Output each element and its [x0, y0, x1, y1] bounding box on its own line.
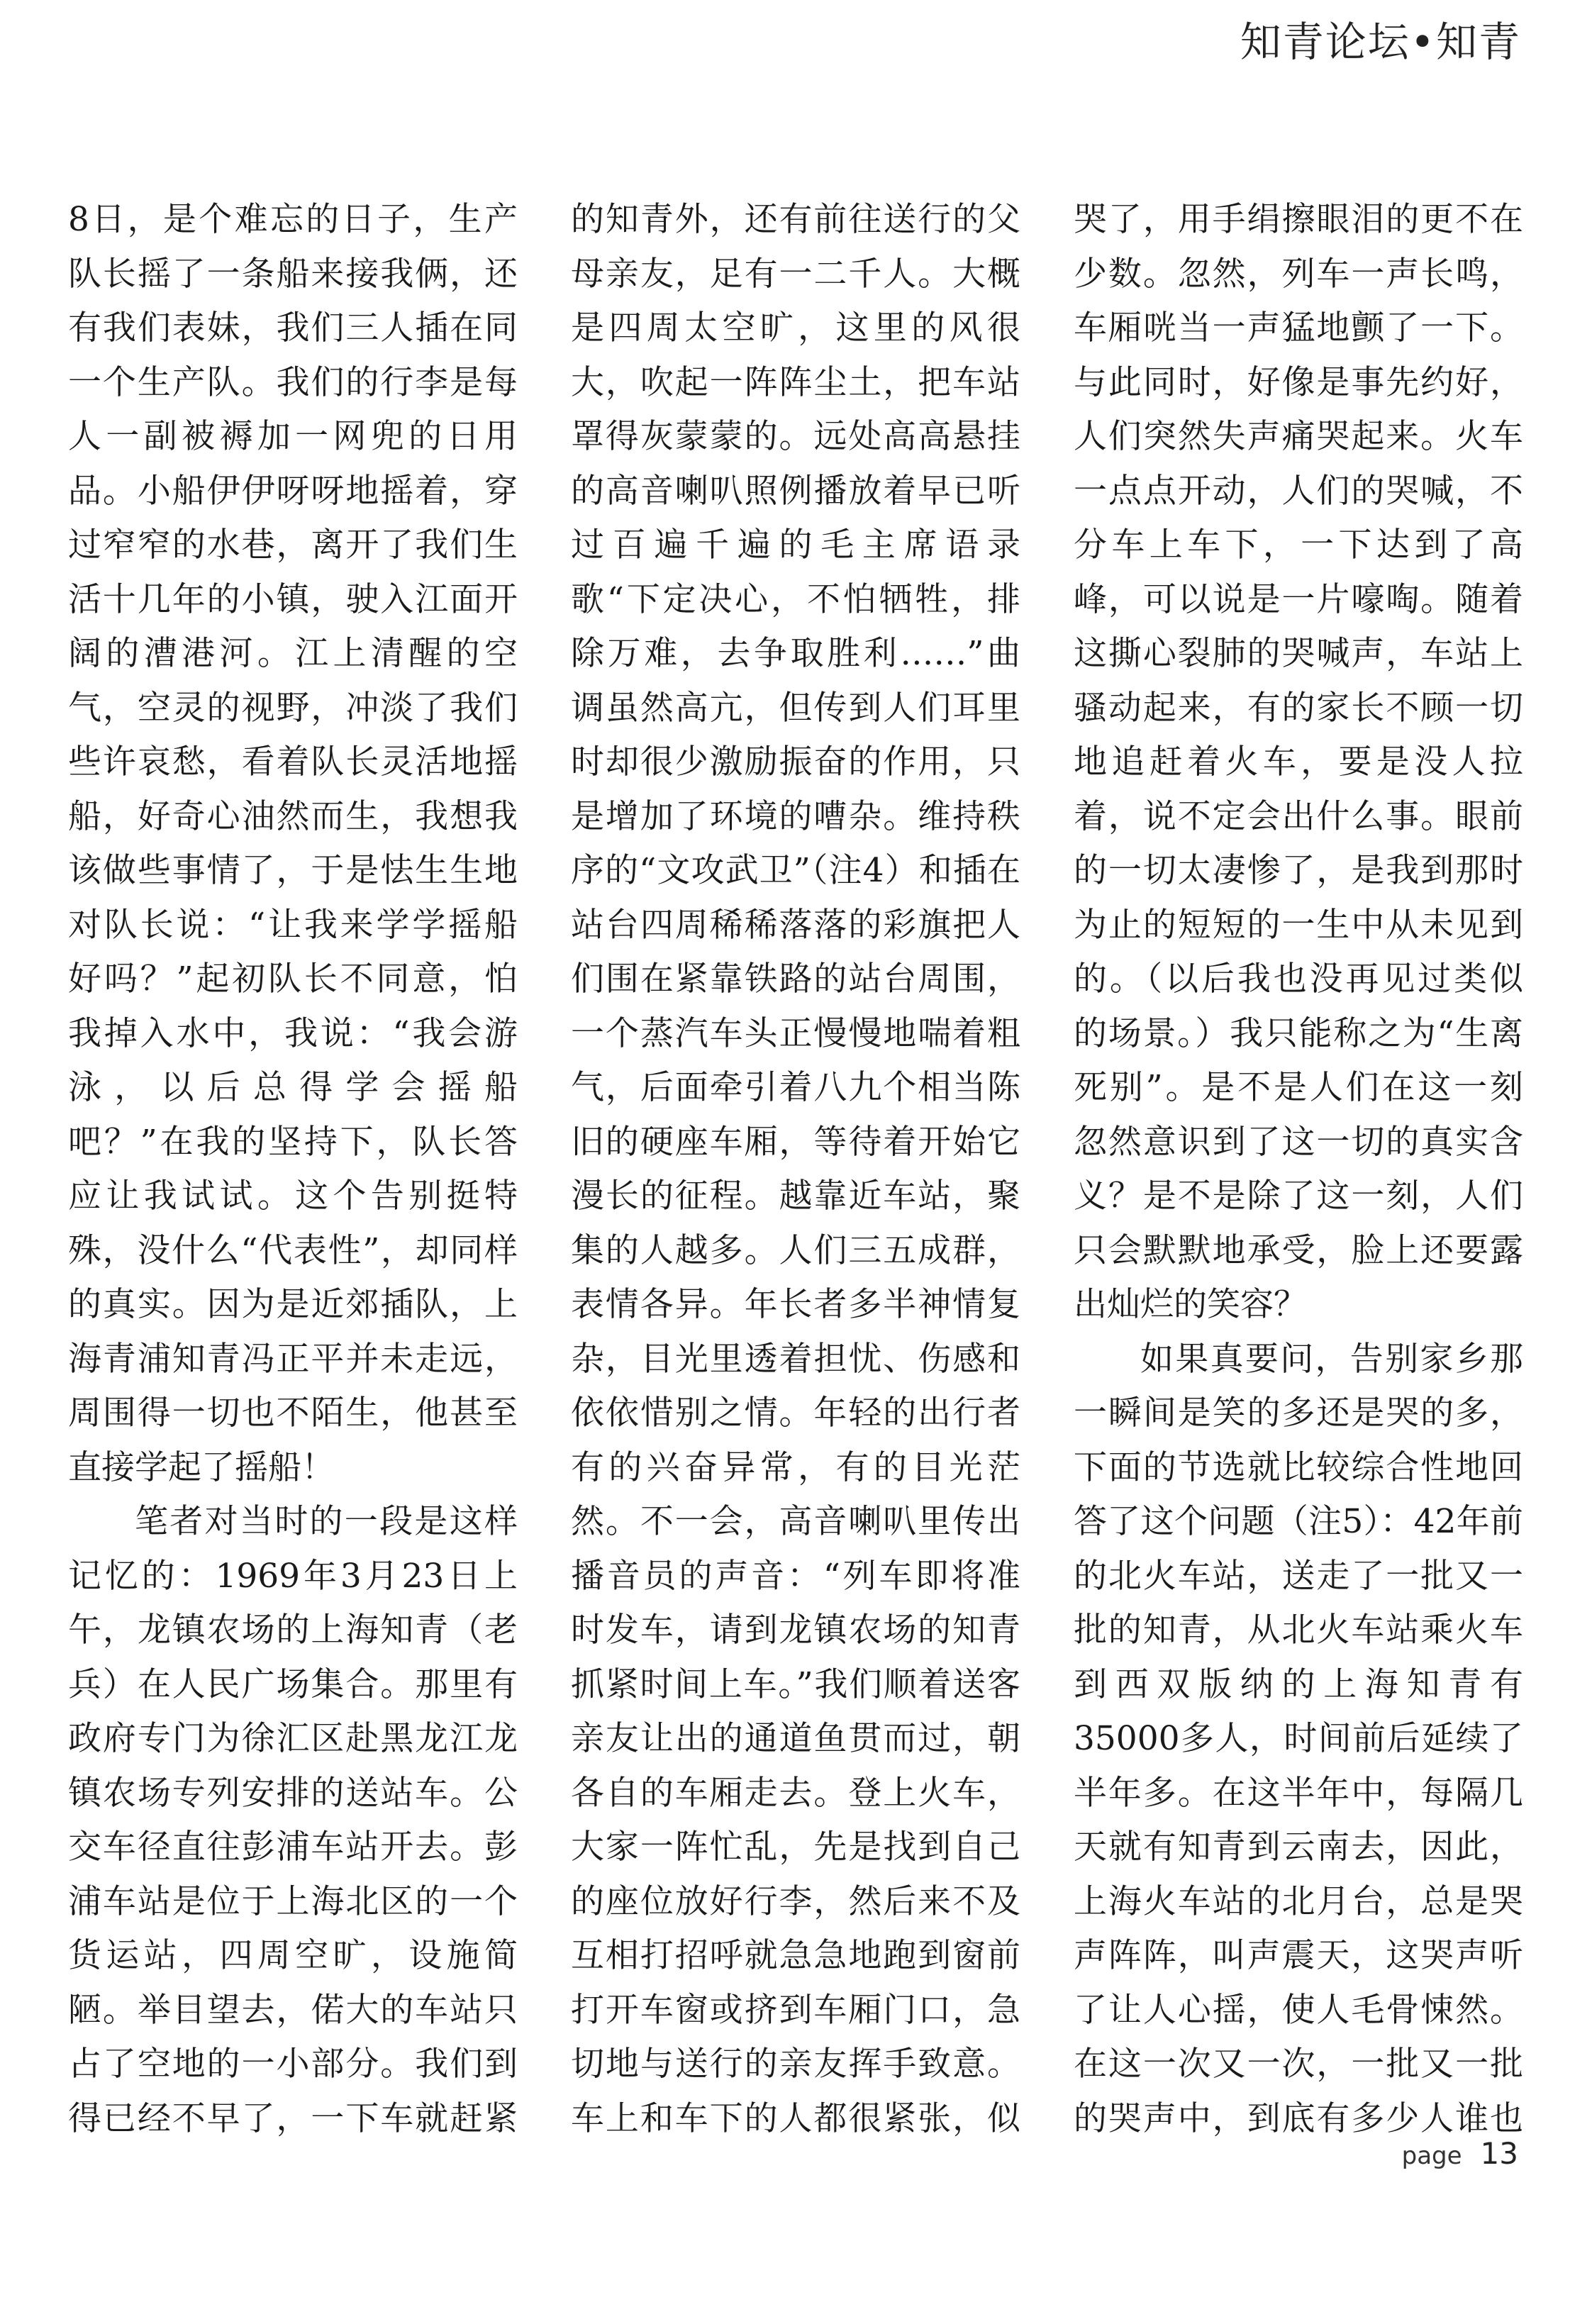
page-label: page: [1401, 2142, 1462, 2170]
paragraph: 8日，是个难忘的日子，生产队长摇了一条船来接我俩，还有我们表妹，我们三人插在同一个生产队。我们的行李是每人一副被褥加一网兜的日用品。小船伊伊呀呀地摇着，穿过窄窄的水巷，离开了我们生活十几年的小镇，驶入江面开阔的漕港河。江上清醒的空气，空灵的视野，冲淡了我们些许哀愁，看着队长灵活地摇船，好奇心油然而生，我想我该做些事情了，于是怯生生地对队长说：“让我来学学摇船好吗？”起初队长不同意，怕我掉入水中，我说：“我会游泳，以后总得学会摇船吧？”在我的坚持下，队长答应让我试试。这个告别挺特殊，没什么“代表性”，却同样的真实。因为是近郊插队，上海青浦知青冯正平并未走远，周围得一切也不陌生，他甚至直接学起了摇船！: [68, 200, 518, 1487]
page-number: 13: [1480, 2136, 1518, 2171]
paragraph: 笔者对当时的一段是这样记忆的：1969年3月23日上午，龙镇农场的上海知青（老兵）在人民广场集合。那里有政府专门为徐汇区赴黑龙江龙镇农场专列安排的送站车。公交车径直往彭浦车站开去。彭浦车站是位于上海北区的一个货运站，四周空旷，设施简陋。举目望去，偌大的车站只占了空地的一小部分。我们到得已经不早了，一下车就赶紧: [68, 1502, 518, 2138]
paragraph: 的知青外，还有前往送行的父母亲友，足有一二千人。大概是四周太空旷，这里的风很大，吹起一阵阵尘土，把车站罩得灰蒙蒙的。远处高高悬挂的高音喇叭照例播放着早已听过百遍千遍的毛主席语录歌“下定决心，不怕牺牲，排除万难，去争取胜利……”曲调虽然高亢，但传到人们耳里时却很少激励振奋的作用，只是增加了环境的嘈杂。维持秩序的“文攻武卫”（注4）和插在站台四周稀稀落落的彩旗把人们围在紧靠铁路的站台周围，一个蒸汽车头正慢慢地喘着粗气，后面牵引着八九个相当陈旧的硬座车厢，等待着开始它漫长的征程。越靠近车站，聚集的人越多。人们三五成群，表情各异。年长者多半神情复杂，目光里透着担忧、伤感和依依惜别之情。年轻的出行者有的兴奋异常，有的目光茫然。不一会，高音喇叭里传出播音员的声音：“列车即将准时发车，请到龙镇农场的知青抓紧时间上车。”我们顺着送客亲友让出的通道鱼贯而过，朝各自的车厢走去。登上火车，大家一阵忙乱，先是找到自己的座位放好行李，然后来不及互相打招呼就急急地跑到窗前打开车窗或挤到车厢门口，急切地与送行的亲友挥手致意。车上和车下的人都很紧张，似: [571, 200, 1020, 2138]
paragraph: 哭了，用手绢擦眼泪的更不在少数。忽然，列车一声长鸣，车厢咣当一声猛地颤了一下。与此同时，好像是事先约好，人们突然失声痛哭起来。火车一点点开动，人们的哭喊，不分车上车下，一下达到了高峰，可以说是一片嚎啕。随着这撕心裂肺的哭喊声，车站上骚动起来，有的家长不顾一切地追赶着火车，要是没人拉着，说不定会出什么事。眼前的一切太凄惨了，是我到那时为止的短短的一生中从未见到的。（以后我也没再见过类似的场景。）我只能称之为“生离死别”。是不是人们在这一刻忽然意识到了这一切的真实含义？是不是除了这一刻，人们只会默默地承受，脸上还要露出灿烂的笑容？: [1074, 200, 1523, 1324]
section-header: 知青论坛•知青: [1240, 18, 1521, 66]
text-column-2: [571, 193, 1020, 2150]
article-body: [68, 193, 1523, 2150]
page-footer: [1402, 2136, 1518, 2171]
text-column-3: [1074, 193, 1523, 2150]
text-column-1: [68, 193, 518, 2150]
paragraph: 如果真要问，告别家乡那一瞬间是笑的多还是哭的多，下面的节选就比较综合性地回答了这个问题（注5）：42年前的北火车站，送走了一批又一批的知青，从北火车站乘火车到西双版纳的上海知青有35000多人，时间前后延续了半年多。在这半年中，每隔几天就有知青到云南去，因此，上海火车站的北月台，总是哭声阵阵，叫声震天，这哭声听了让人心揺，使人毛骨悚然。在这一次又一次，一批又一批的哭声中，到底有多少人谁也: [1074, 1339, 1523, 2138]
